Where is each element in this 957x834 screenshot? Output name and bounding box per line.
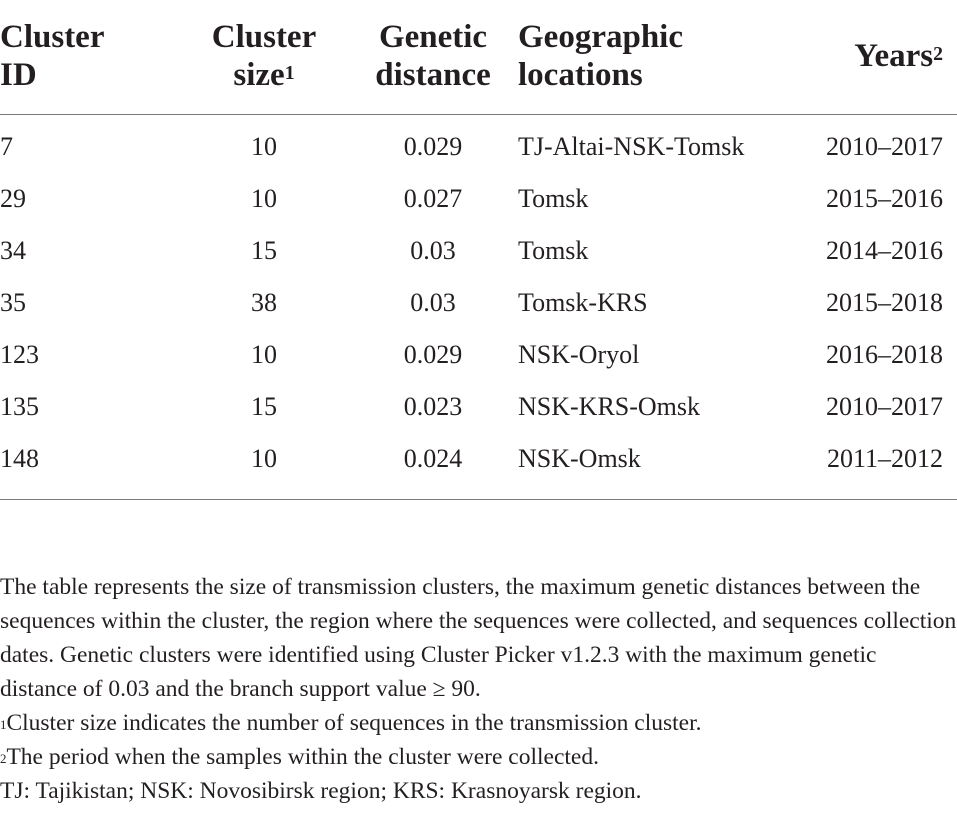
header-genetic-distance-line1: Genetic (378, 19, 488, 55)
header-genetic-distance (348, 18, 518, 115)
table-body (0, 115, 957, 500)
cell-cluster-size: 15 (251, 392, 277, 421)
header-years-footnote-marker: 2 (933, 43, 943, 65)
cell-genetic-distance: 0.027 (403, 184, 463, 213)
footnote-cluster-size (0, 706, 957, 740)
cell-years: 2010–2017 (826, 392, 943, 421)
cell-cluster-size: 10 (251, 340, 277, 369)
header-years-label: Years (854, 38, 934, 74)
cell-geographic-locations: Tomsk (518, 184, 589, 213)
table-row (0, 329, 957, 381)
table-row (0, 115, 957, 174)
cell-cluster-id: 123 (0, 340, 39, 369)
abbreviations-note: TJ: Tajikistan; NSK: Novosibirsk region; KRS: Krasnoyarsk region. (0, 778, 642, 804)
footnote-years (0, 740, 957, 774)
cell-cluster-id: 29 (0, 184, 26, 213)
cell-geographic-locations: NSK-Omsk (518, 444, 641, 473)
table-description: The table represents the size of transmission clusters, the maximum genetic distances between the sequences within the cluster, the region where the sequences were collected, and sequences collection dates. Genetic clusters were identified using Cluster Picker v1.2.3 with the maximum genetic distance of 0.03 and the branch support value ≥ 90. (0, 574, 957, 702)
table-notes (0, 570, 957, 808)
cell-genetic-distance: 0.029 (403, 132, 463, 161)
footnote-1-marker: 1 (0, 717, 7, 732)
cell-cluster-size: 10 (251, 184, 277, 213)
header-cluster-id (0, 18, 180, 115)
cell-years: 2010–2017 (826, 132, 943, 161)
header-cluster-size-line1: Cluster (211, 19, 317, 55)
cell-cluster-id: 135 (0, 392, 39, 421)
cell-years: 2015–2016 (826, 184, 943, 213)
cell-years: 2014–2016 (826, 236, 943, 265)
header-genetic-distance-line2: distance (375, 57, 491, 93)
header-geographic-locations-line1: Geographic (518, 19, 683, 55)
cell-cluster-size: 10 (251, 444, 277, 473)
table-row (0, 277, 957, 329)
footnote-2-text: The period when the samples within the cluster were collected. (6, 744, 599, 770)
cell-geographic-locations: NSK-Oryol (518, 340, 640, 369)
cell-cluster-id: 34 (0, 236, 26, 265)
header-cluster-id-line1: Cluster (0, 19, 105, 55)
cell-cluster-size: 38 (251, 288, 277, 317)
footnote-2-marker: 2 (0, 751, 7, 766)
table-row (0, 433, 957, 500)
table-row (0, 173, 957, 225)
header-row (0, 18, 957, 115)
cell-cluster-id: 148 (0, 444, 39, 473)
cluster-table (0, 18, 957, 500)
table-row (0, 381, 957, 433)
header-geographic-locations (518, 18, 808, 115)
cell-geographic-locations: Tomsk (518, 236, 589, 265)
cell-genetic-distance: 0.029 (403, 340, 463, 369)
header-cluster-id-line2: ID (0, 57, 37, 93)
cell-genetic-distance: 0.023 (403, 392, 463, 421)
cell-cluster-size: 15 (251, 236, 277, 265)
cell-years: 2016–2018 (826, 340, 943, 369)
table-header (0, 18, 957, 115)
table-row (0, 225, 957, 277)
cell-cluster-id: 7 (0, 132, 13, 161)
header-cluster-size-line2: size (233, 57, 285, 93)
header-geographic-locations-line2: locations (518, 57, 643, 93)
header-years (808, 18, 957, 115)
cell-years: 2015–2018 (826, 288, 943, 317)
cell-genetic-distance: 0.024 (403, 444, 463, 473)
cell-cluster-id: 35 (0, 288, 26, 317)
cell-cluster-size: 10 (251, 132, 277, 161)
cell-years: 2011–2012 (826, 444, 943, 473)
cell-geographic-locations: Tomsk-KRS (518, 288, 648, 317)
footnote-1-text: Cluster size indicates the number of sequences in the transmission cluster. (6, 710, 702, 736)
cell-geographic-locations: TJ-Altai-NSK-Tomsk (518, 132, 745, 161)
cell-genetic-distance: 0.03 (410, 236, 456, 265)
data-table-container (0, 18, 957, 500)
header-cluster-size-footnote-marker: 1 (284, 62, 295, 84)
cell-genetic-distance: 0.03 (410, 288, 456, 317)
header-cluster-size (180, 18, 348, 115)
cell-geographic-locations: NSK-KRS-Omsk (518, 392, 701, 421)
